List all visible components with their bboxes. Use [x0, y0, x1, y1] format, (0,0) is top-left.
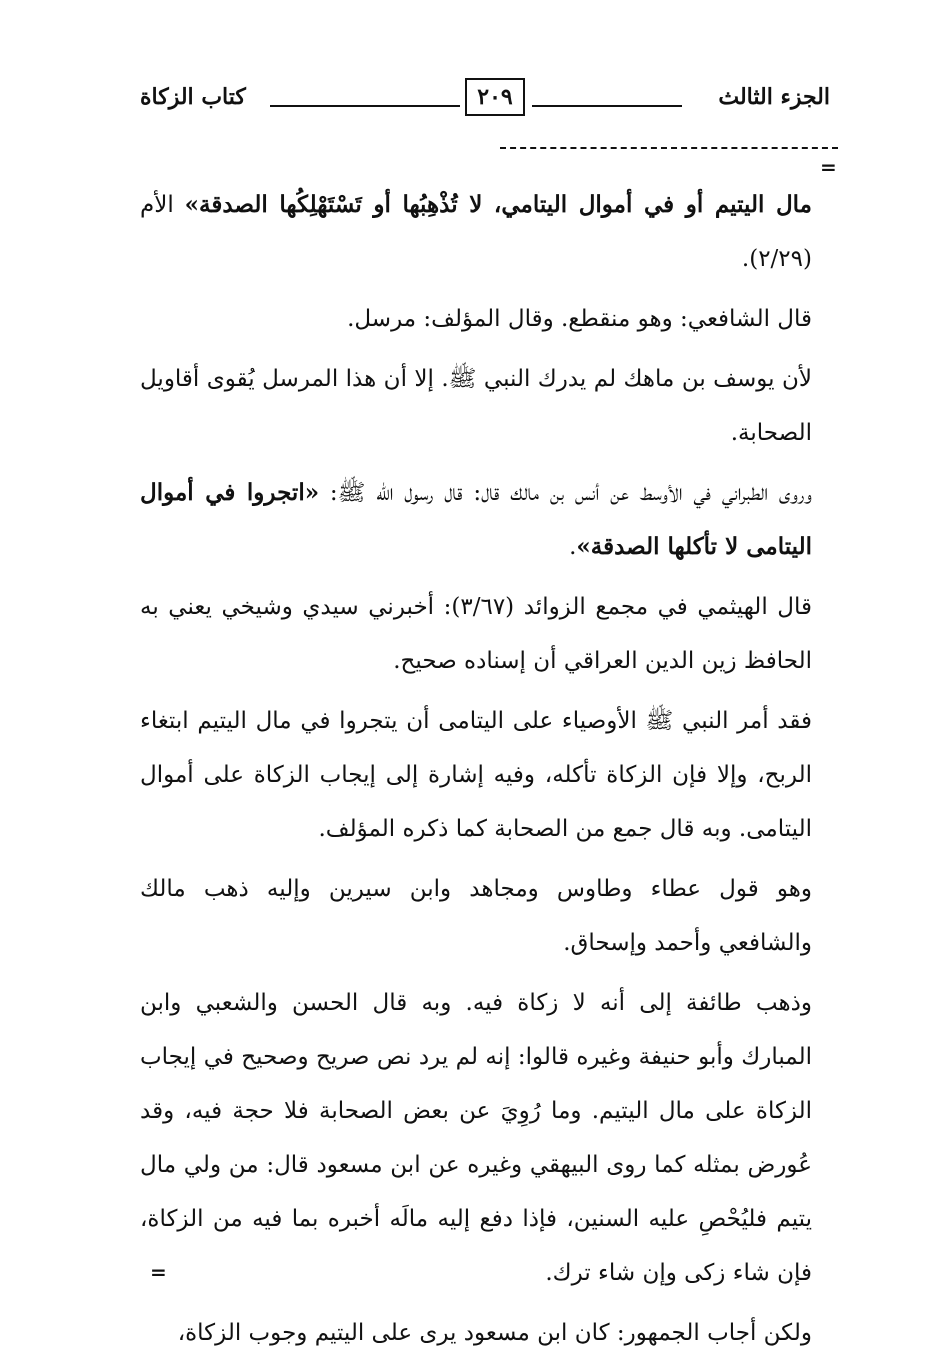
paragraph: وهو قول عطاء وطاوس ومجاهد وابن سيرين وإليه ذهب مالك والشافعي وأحمد وإسحاق. — [140, 876, 812, 956]
footnote-separator — [500, 147, 838, 149]
header-rule-right — [532, 105, 682, 107]
book-title: كتاب الزكاة — [140, 84, 246, 110]
continuation-mark: = — [150, 1260, 167, 1284]
part-title: الجزء الثالث — [718, 84, 830, 110]
paragraph — [140, 466, 812, 574]
page-number: ٢٠٩ — [465, 78, 525, 116]
paragraph: قال الشافعي: وهو منقطع. وقال المؤلف: مرسل. — [347, 306, 812, 332]
paragraph: قال الهيثمي في مجمع الزوائد (٣/٦٧): أخبرني سيدي وشيخي يعني به الحافظ زين الدين العراقي أن إسناده صحيح. — [140, 594, 812, 674]
running-header — [140, 78, 830, 124]
hadith-quote: مال اليتيم أو في أموال اليتامي، لا تُذْهِبُها أو تَسْتَهْلِكُها الصدقة» — [184, 191, 813, 218]
header-rule-left — [270, 105, 460, 107]
paragraph-text: الأم (٢/٢٩). — [140, 192, 812, 272]
paragraph — [140, 178, 812, 286]
separator-mark: = — [820, 155, 837, 179]
paragraph-tail: . — [569, 534, 577, 560]
hadith-quote: «اتجروا في أموال اليتامى لا تأكلها الصدقة» — [140, 479, 812, 560]
paragraph: وذهب طائفة إلى أنه لا زكاة فيه. وبه قال الحسن والشعبي وابن المبارك وأبو حنيفة وغيره قالوا: إنه لم يرد نص صريح وصحيح في إيجاب الزكاة على مال اليتيم. وما رُوِيَ عن بعض الصحابة فلا حجة فيه، وقد عُورض بمثله كما روى البيهقي وغيره عن ابن مسعود قال: من ولي مال يتيم فليُحْصِ عليه السنين، فإذا دفع إليه مالَه أخبره بما فيه من الزكاة، فإن شاء زكى وإن شاء ترك. — [140, 990, 812, 1286]
paragraph-text: وروى الطبراني في الأوسط عن أنس بن مالك قال: قال رسول الله ﷺ: — [319, 480, 813, 506]
paragraph: لأن يوسف بن ماهك لم يدرك النبي ﷺ. إلا أن هذا المرسل يُقوى أقاويل الصحابة. — [140, 366, 812, 446]
paragraph: فقد أمر النبي ﷺ الأوصياء على اليتامى أن يتجروا في مال اليتيم ابتغاء الربح، وإلا فإن الزكاة تأكله، وفيه إشارة إلى إيجاب الزكاة على أموال اليتامى. وبه قال جمع من الصحابة كما ذكره المؤلف. — [140, 708, 812, 842]
footnote-body — [140, 178, 812, 1366]
paragraph: ولكن أجاب الجمهور: كان ابن مسعود يرى على اليتيم وجوب الزكاة، — [177, 1320, 812, 1346]
